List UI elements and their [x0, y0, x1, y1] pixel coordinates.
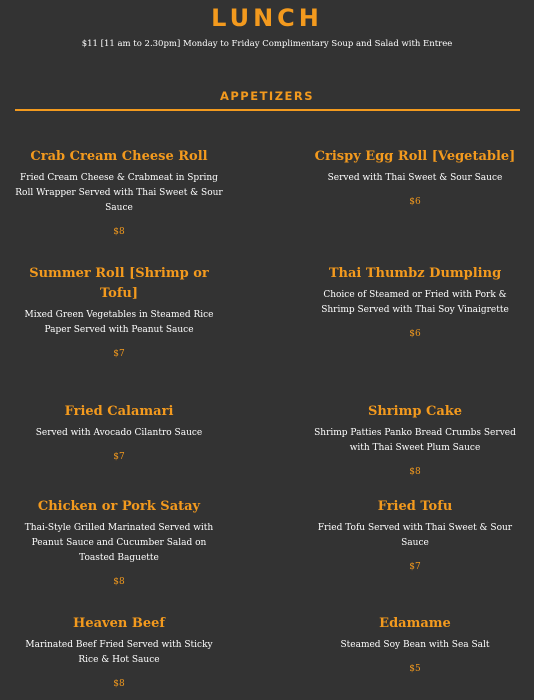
item-price: $8: [409, 467, 421, 477]
item-price: $7: [113, 349, 125, 359]
item-name: Crab Cream Cheese Roll: [30, 149, 208, 164]
menu-title: LUNCH: [211, 4, 323, 32]
item-name: Summer Roll [Shrimp or Tofu]: [29, 266, 209, 301]
menu-item: [14, 402, 224, 463]
menu-subtitle: $11 [11 am to 2.30pm] Monday to Friday Complimentary Soup and Salad with Entree: [81, 39, 453, 49]
menu-item: [310, 264, 520, 340]
item-description: Shrimp Patties Panko Bread Crumbs Served with Thai Sweet Plum Sauce: [314, 428, 516, 453]
menu-item: [14, 264, 224, 360]
menu-item: [14, 614, 224, 690]
menu-item: [310, 614, 520, 675]
item-price: $6: [409, 197, 421, 207]
section-divider: [15, 109, 520, 111]
menu-item: [14, 497, 224, 588]
item-price: $7: [113, 452, 125, 462]
item-description: Served with Avocado Cilantro Sauce: [35, 428, 203, 438]
menu-item: [14, 147, 224, 238]
item-description: Choice of Steamed or Fried with Pork & Shrimp Served with Thai Soy Vinaigrette: [321, 290, 509, 315]
item-price: $8: [113, 227, 125, 237]
item-name: Shrimp Cake: [367, 404, 463, 419]
item-description: Marinated Beef Fried Served with Sticky Rice & Hot Sauce: [25, 640, 213, 665]
item-name: Fried Calamari: [64, 404, 174, 419]
item-description: Fried Tofu Served with Thai Sweet & Sour Sauce: [317, 523, 513, 548]
item-name: Fried Tofu: [377, 499, 453, 514]
item-description: Thai-Style Grilled Marinated Served with Peanut Sauce and Cucumber Salad on Toasted Baguette: [24, 523, 214, 563]
item-name: Chicken or Pork Satay: [37, 499, 201, 514]
item-name: Heaven Beef: [73, 616, 165, 631]
menu-item: [310, 497, 520, 573]
menu-item: [310, 147, 520, 208]
item-name: Crispy Egg Roll [Vegetable]: [314, 149, 516, 164]
item-description: Fried Cream Cheese & Crabmeat in Spring Roll Wrapper Served with Thai Sweet & Sour Sauce: [15, 173, 223, 213]
item-price: $7: [409, 562, 421, 572]
item-description: Served with Thai Sweet & Sour Sauce: [327, 173, 503, 183]
section-title: APPETIZERS: [219, 89, 315, 103]
item-price: $5: [409, 664, 421, 674]
item-description: Steamed Soy Bean with Sea Salt: [340, 640, 490, 650]
item-price: $8: [113, 577, 125, 587]
item-name: Thai Thumbz Dumpling: [328, 266, 502, 281]
item-description: Mixed Green Vegetables in Steamed Rice Paper Served with Peanut Sauce: [24, 310, 214, 335]
item-price: $6: [409, 329, 421, 339]
item-name: Edamame: [379, 616, 451, 631]
menu-item: [310, 402, 520, 478]
item-price: $8: [113, 679, 125, 689]
